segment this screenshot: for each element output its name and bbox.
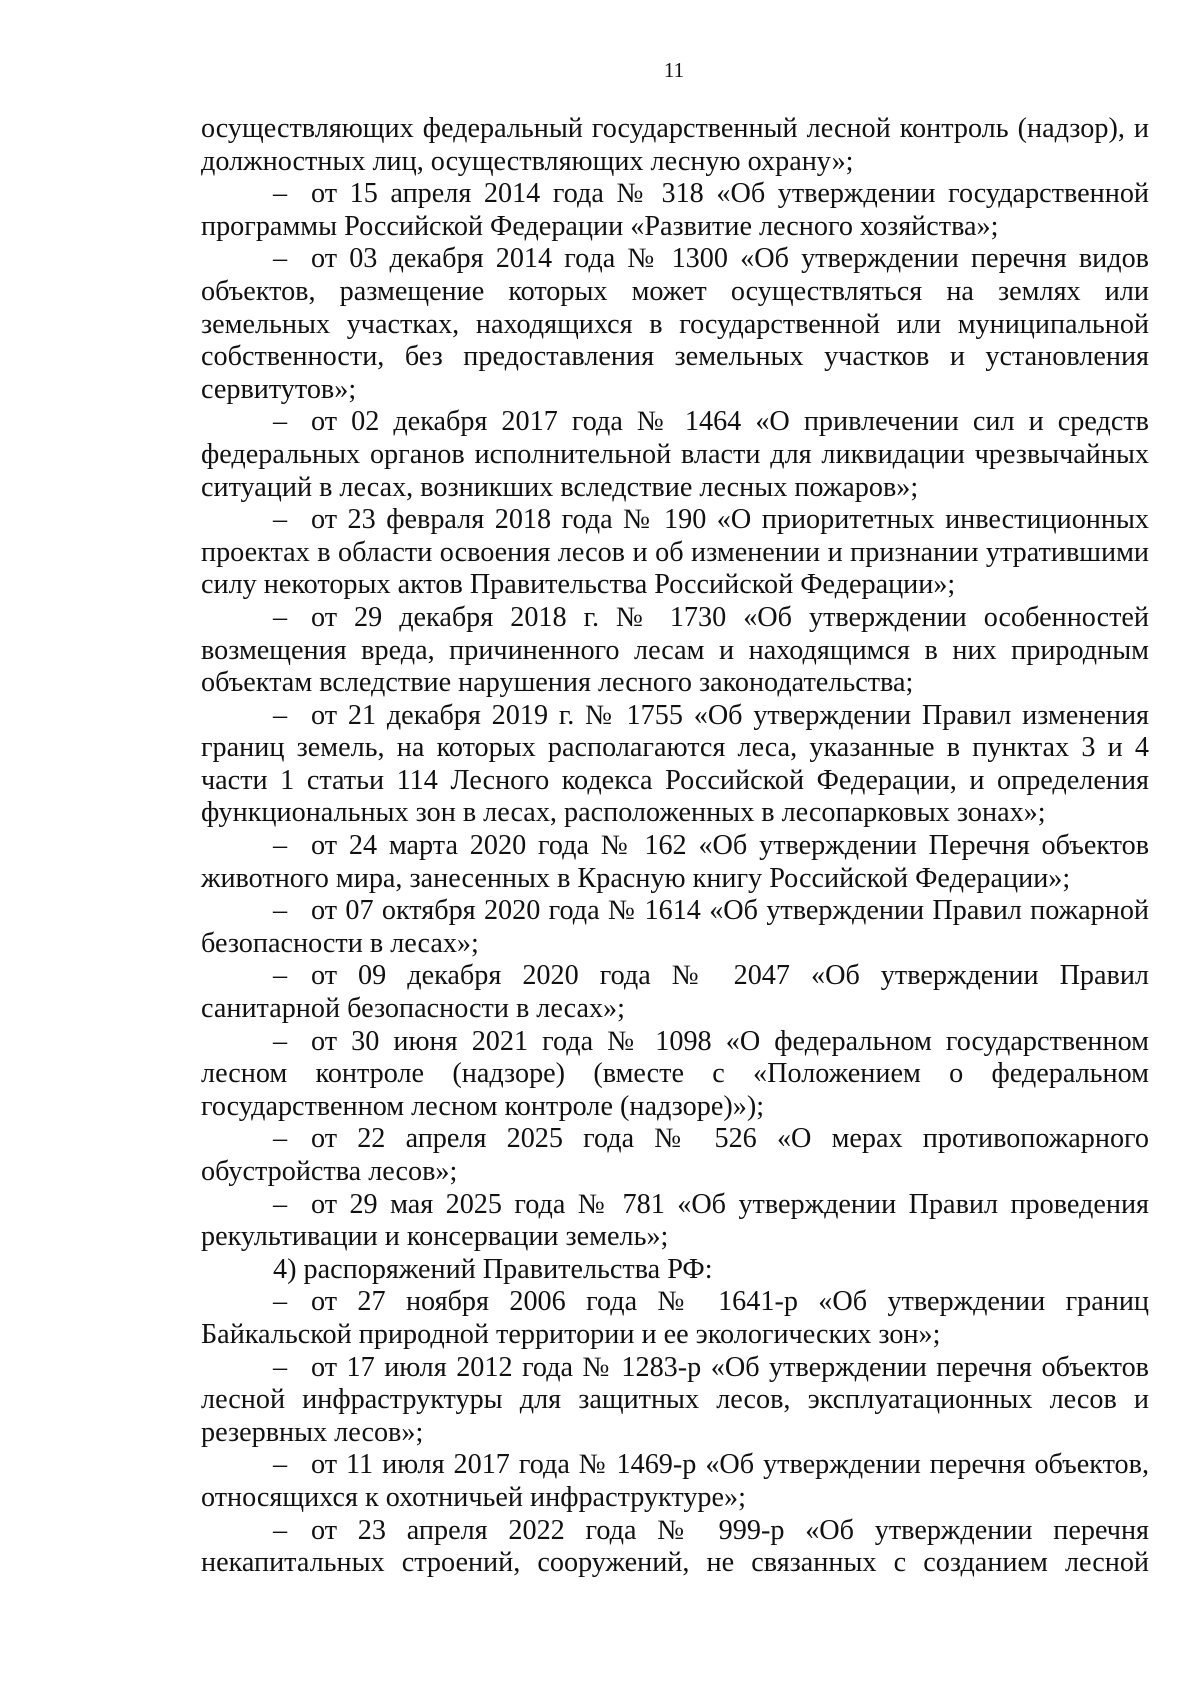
list-dash: – [273,243,288,275]
text-line [201,146,1149,179]
list-dash: – [273,1286,288,1318]
text-line [201,1319,1149,1352]
line-text: от 09 декабря 2020 года № 2047 «Об утверждении Правил [311,960,1149,992]
line-text: от 02 декабря 2017 года № 1464 «О привлечении сил и средств [311,406,1149,438]
list-dash: – [273,1514,288,1546]
page-number: 11 [663,58,685,82]
line-text: осуществляющих федеральный государственный лесной контроль (надзор), и [201,113,1149,144]
list-dash: – [273,504,288,536]
list-dash: – [273,830,288,862]
line-text: от 23 апреля 2022 года № 999-р «Об утверждении перечня [311,1514,1149,1546]
line-text: от 17 июля 2012 года № 1283-р «Об утверждении перечня объектов [311,1351,1149,1383]
line-text: ситуаций в лесах, возникших вследствие лесных пожаров»; [201,471,919,503]
text-line [201,1384,1149,1417]
text-line [201,439,1149,472]
text-line [201,928,1149,961]
text-line [201,1026,1149,1059]
list-dash: – [273,895,288,927]
list-dash: – [273,1449,288,1481]
line-text: санитарной безопасности в лесах»; [201,993,625,1025]
line-text: программы Российской Федерации «Развитие лесного хозяйства»; [201,210,999,242]
text-line [201,1189,1149,1222]
line-text: собственности, без предоставления земельных участков и установления [201,341,1149,373]
text-line [201,602,1149,635]
text-line [201,732,1149,765]
text-line [201,504,1149,537]
list-dash: – [273,1351,288,1383]
line-text: границ земель, на которых располагаются леса, указанные в пунктах 3 и 4 [201,732,1149,764]
line-text: сервитутов»; [201,373,357,405]
line-text: животного мира, занесенных в Красную книгу Российской Федерации»; [201,862,1071,894]
line-text: части 1 статьи 114 Лесного кодекса Российской Федерации, и определения [201,764,1149,796]
line-text: земельных участках, находящихся в государственной или муниципальной [201,308,1149,340]
line-text: от 21 декабря 2019 г. № 1755 «Об утверждении Правил изменения [311,699,1149,731]
text-line [201,765,1149,798]
text-line [201,863,1149,896]
text-line [201,113,1149,146]
line-text: 4) распоряжений Правительства РФ: [273,1253,713,1285]
document-body [201,113,1149,1580]
text-line [201,537,1149,570]
text-line [201,211,1149,244]
line-text: лесной инфраструктуры для защитных лесов, эксплуатационных лесов и [201,1384,1149,1416]
line-text: объектам вследствие нарушения лесного законодательства; [201,667,914,699]
text-line [201,1547,1149,1580]
line-text: от 29 декабря 2018 г. № 1730 «Об утверждении особенностей [311,601,1149,633]
line-text: от 24 марта 2020 года № 162 «Об утверждении Перечня объектов [311,830,1149,862]
text-line [201,1449,1149,1482]
line-text: Байкальской природной территории и ее экологических зон»; [201,1318,941,1350]
text-line [201,1417,1149,1450]
list-dash: – [273,178,288,210]
text-line [201,797,1149,830]
text-line [201,993,1149,1026]
text-line [201,178,1149,211]
line-text: резервных лесов»; [201,1416,424,1448]
text-line [201,895,1149,928]
text-line [201,1091,1149,1124]
list-dash: – [273,1123,288,1155]
list-dash: – [273,699,288,731]
text-line [201,406,1149,439]
line-text: функциональных зон в лесах, расположенных в лесопарковых зонах»; [201,797,1046,829]
text-line [201,667,1149,700]
text-line [201,1352,1149,1385]
line-text: федеральных органов исполнительной власти для ликвидации чрезвычайных [201,438,1149,470]
line-text: от 27 ноября 2006 года № 1641-р «Об утверждении границ [311,1286,1149,1318]
text-line [201,276,1149,309]
line-text: от 11 июля 2017 года № 1469-р «Об утверждении перечня объектов, [311,1449,1149,1481]
text-line [201,374,1149,407]
line-text: государственном лесном контроле (надзоре)»); [201,1090,765,1122]
line-text: возмещения вреда, причиненного лесам и находящимся в них природным [201,634,1149,666]
line-text: проектах в области освоения лесов и об изменении и признании утратившими [201,536,1149,568]
line-text: от 03 декабря 2014 года № 1300 «Об утверждении перечня видов [311,243,1149,275]
line-text: от 15 апреля 2014 года № 318 «Об утверждении государственной [311,178,1149,210]
line-text: от 23 февраля 2018 года № 190 «О приоритетных инвестиционных [311,504,1149,536]
text-line [201,243,1149,276]
line-text: объектов, размещение которых может осуществляться на землях или [201,275,1149,307]
text-line [201,1058,1149,1091]
list-dash: – [273,1025,288,1057]
list-dash: – [273,1188,288,1220]
text-line [201,1221,1149,1254]
line-text: обустройства лесов»; [201,1156,458,1187]
list-dash: – [273,960,288,992]
text-line [201,1123,1149,1156]
text-line [201,635,1149,668]
line-text: от 22 апреля 2025 года № 526 «О мерах противопожарного [311,1123,1149,1155]
list-dash: – [273,601,288,633]
text-line [201,1482,1149,1515]
text-line [201,700,1149,733]
text-line [201,309,1149,342]
line-text: должностных лиц, осуществляющих лесную охрану»; [201,145,854,177]
line-text: некапитальных строений, сооружений, не связанных с созданием лесной [201,1547,1149,1579]
text-line [201,960,1149,993]
text-line [201,341,1149,374]
line-text: рекультивации и консервации земель»; [201,1221,669,1253]
text-line [201,1286,1149,1319]
text-line [201,1156,1149,1189]
line-text: относящихся к охотничьей инфраструктуре»; [201,1481,746,1513]
text-line [201,830,1149,863]
text-line [201,1515,1149,1548]
line-text: от 29 мая 2025 года № 781 «Об утверждении Правил проведения [311,1188,1149,1220]
line-text: лесном контроле (надзоре) (вместе с «Положением о федеральном [201,1058,1149,1090]
text-line [201,569,1149,602]
list-dash: – [273,406,288,438]
line-text: безопасности в лесах»; [201,927,479,959]
line-text: силу некоторых актов Правительства Российской Федерации»; [201,569,956,601]
text-line [201,472,1149,505]
line-text: от 07 октября 2020 года № 1614 «Об утверждении Правил пожарной [311,895,1149,927]
line-text: от 30 июня 2021 года № 1098 «О федеральном государственном [311,1025,1149,1057]
text-line [201,1254,1149,1287]
